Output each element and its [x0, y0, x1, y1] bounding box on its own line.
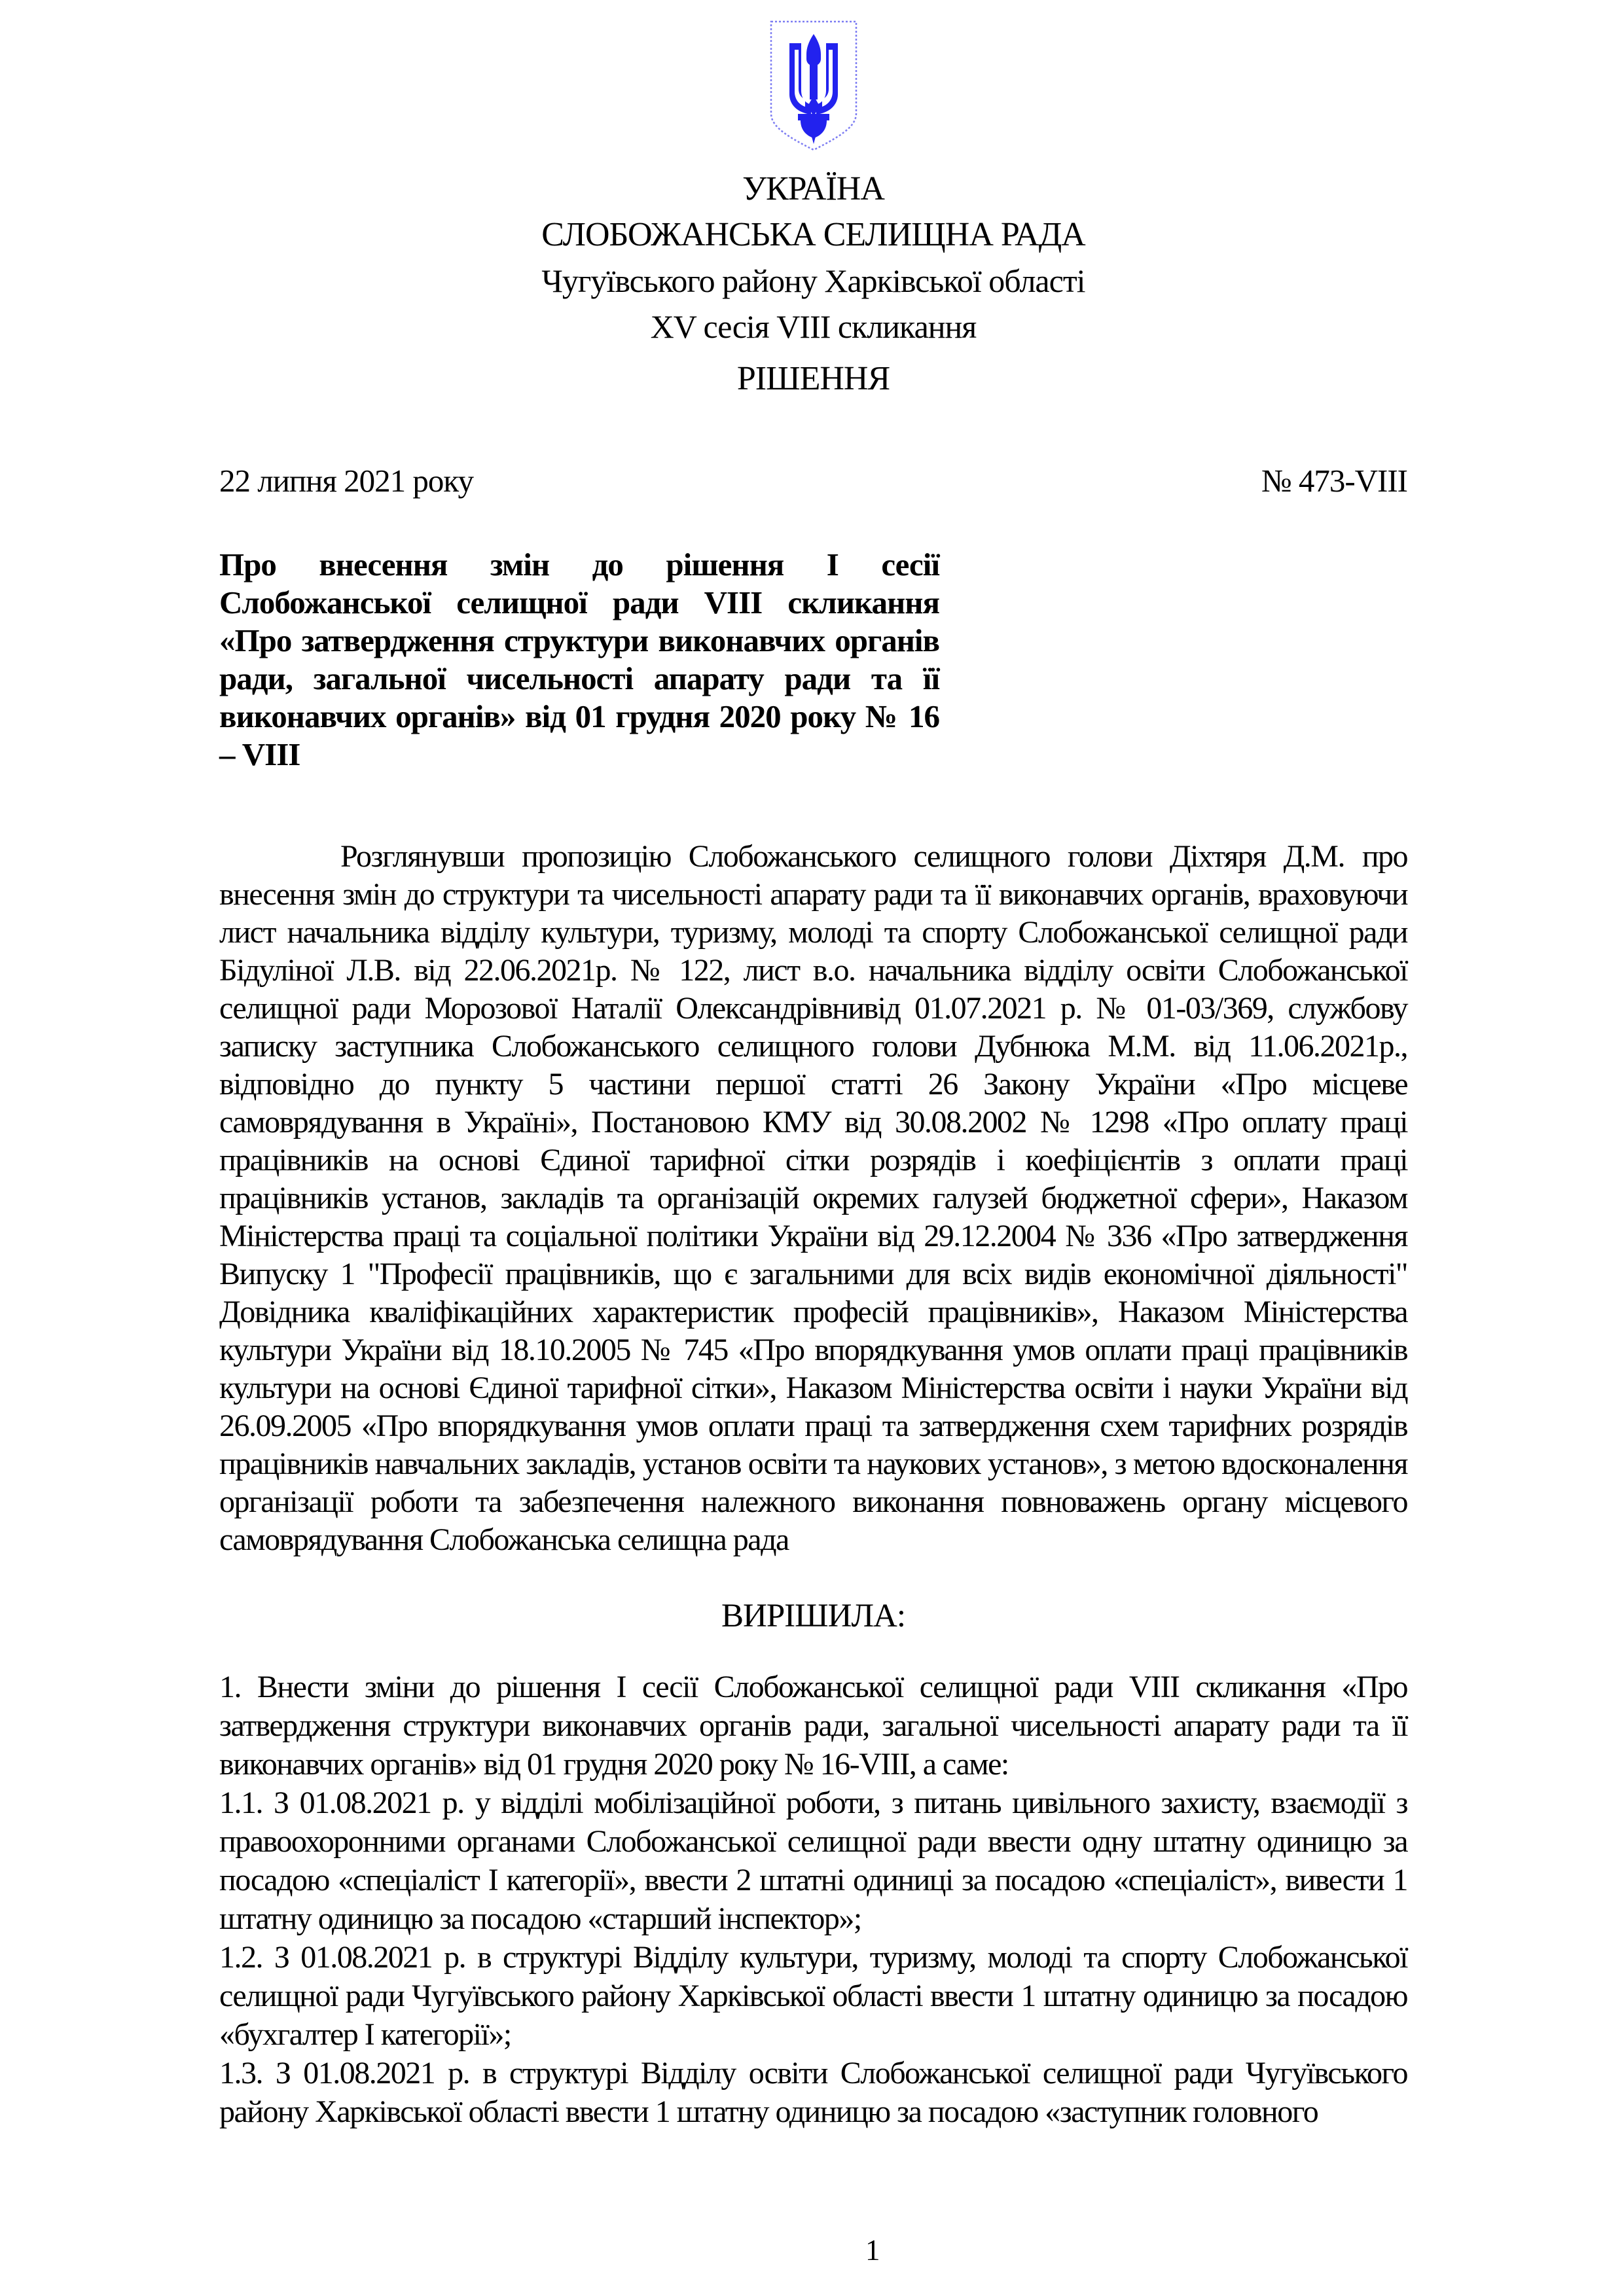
resolution-item-1-2: 1.2. З 01.08.2021 р. в структурі Відділу культури, туризму, молоді та спорту Слобожанської селищної ради Чугуївського району Харківської області ввести 1 штатну одиницю за посадою «бухгалтер І категорії»; [219, 1940, 1407, 2052]
resolution-heading: ВИРІШИЛА: [721, 1598, 906, 1634]
ukraine-trident-emblem [768, 18, 859, 154]
resolution-items [219, 1668, 1407, 2131]
resolution-item-1: 1. Внести зміни до рішення І сесії Слобожанської селищної ради VIII скликання «Про затвердження структури виконавчих органів ради, загальної чисельності апарату ради та її виконавчих органів» від 01 грудня 2020 року № 16-VIII, а саме: [219, 1670, 1407, 1782]
resolution-item-1-3: 1.3. З 01.08.2021 р. в структурі Відділу освіти Слобожанської селищної ради Чугуївського району Харківської області ввести 1 штатну одиницю за посадою «заступник головного [219, 2056, 1407, 2129]
header-session-line: XV сесія VIII скликання [650, 308, 977, 345]
preamble-paragraph: Розглянувши пропозицію Слобожанського селищного голови Діхтяря Д.М. про внесення змін до структури та чисельності апарату ради та її виконавчих органів, враховуючи лист начальника відділу культури, туризму, молоді та спорту Слобожанської селищної ради Бідуліної Л.В. від 22.06.2021р. № 122, лист в.о. начальника відділу освіти Слобожанської селищної ради Морозової Наталії Олександрівнивід 01.07.2021 р. № 01-03/369, службову записку заступника Слобожанського селищного голови Дубнюка М.М. від 11.06.2021р., відповідно до пункту 5 частини першої статті 26 Закону України «Про місцеве самоврядування в Україні», Постановою КМУ від 30.08.2002 № 1298 «Про оплату праці працівників на основі Єдиної тарифної сітки розрядів і коефіцієнтів з оплати праці працівників установ, закладів та організацій окремих галузей бюджетної сфери», Наказом Міністерства праці та соціальної політики України від 29.12.2004 № 336 «Про затвердження Випуску 1 "Професії працівників, що є загальними для всіх видів економічної діяльності" Довідника кваліфікаційних характеристик професій працівників», Наказом Міністерства культури України від 18.10.2005 № 745 «Про впорядкування умов оплати праці працівників культури на основі Єдиної тарифної сітки», Наказом Міністерства освіти і науки України від 26.09.2005 «Про впорядкування умов оплати праці та затвердження схем тарифних розрядів працівників навчальних закладів, установ освіти та наукових установ», з метою вдосконалення організації роботи та забезпечення належного виконання повноважень органу місцевого самоврядування Слобожанська селищна рада [219, 839, 1407, 1557]
header-district-line: Чугуївського району Харківської області [541, 262, 1085, 299]
header-council-name: СЛОБОЖАНСЬКА СЕЛИЩНА РАДА [541, 216, 1085, 253]
header-country: УКРАЇНА [742, 170, 884, 207]
document-type-heading: РІШЕННЯ [736, 360, 890, 397]
document-title: Про внесення змін до рішення І сесії Слобожанської селищної ради VIII скликання «Про затвердження структури виконавчих органів ради, загальної чисельності апарату ради та її виконавчих органів» від 01 грудня 2020 року № 16 – VIII [219, 547, 939, 772]
meta-row [219, 462, 1407, 500]
document-number: № 473-VIII [1261, 463, 1407, 499]
document-date: 22 липня 2021 року [219, 463, 474, 499]
coat-of-arms [768, 18, 859, 154]
resolution-item-1-1: 1.1. З 01.08.2021 р. у відділі мобілізаційної роботи, з питань цивільного захисту, взаємодії з правоохоронними органами Слобожанської селищної ради ввести одну штатну одиницю за посадою «спеціаліст І категорії», ввести 2 штатні одиниці за посадою «спеціаліст», вивести 1 штатну одиницю за посадою «старший інспектор»; [219, 1785, 1407, 1936]
page-number: 1 [865, 2234, 880, 2267]
